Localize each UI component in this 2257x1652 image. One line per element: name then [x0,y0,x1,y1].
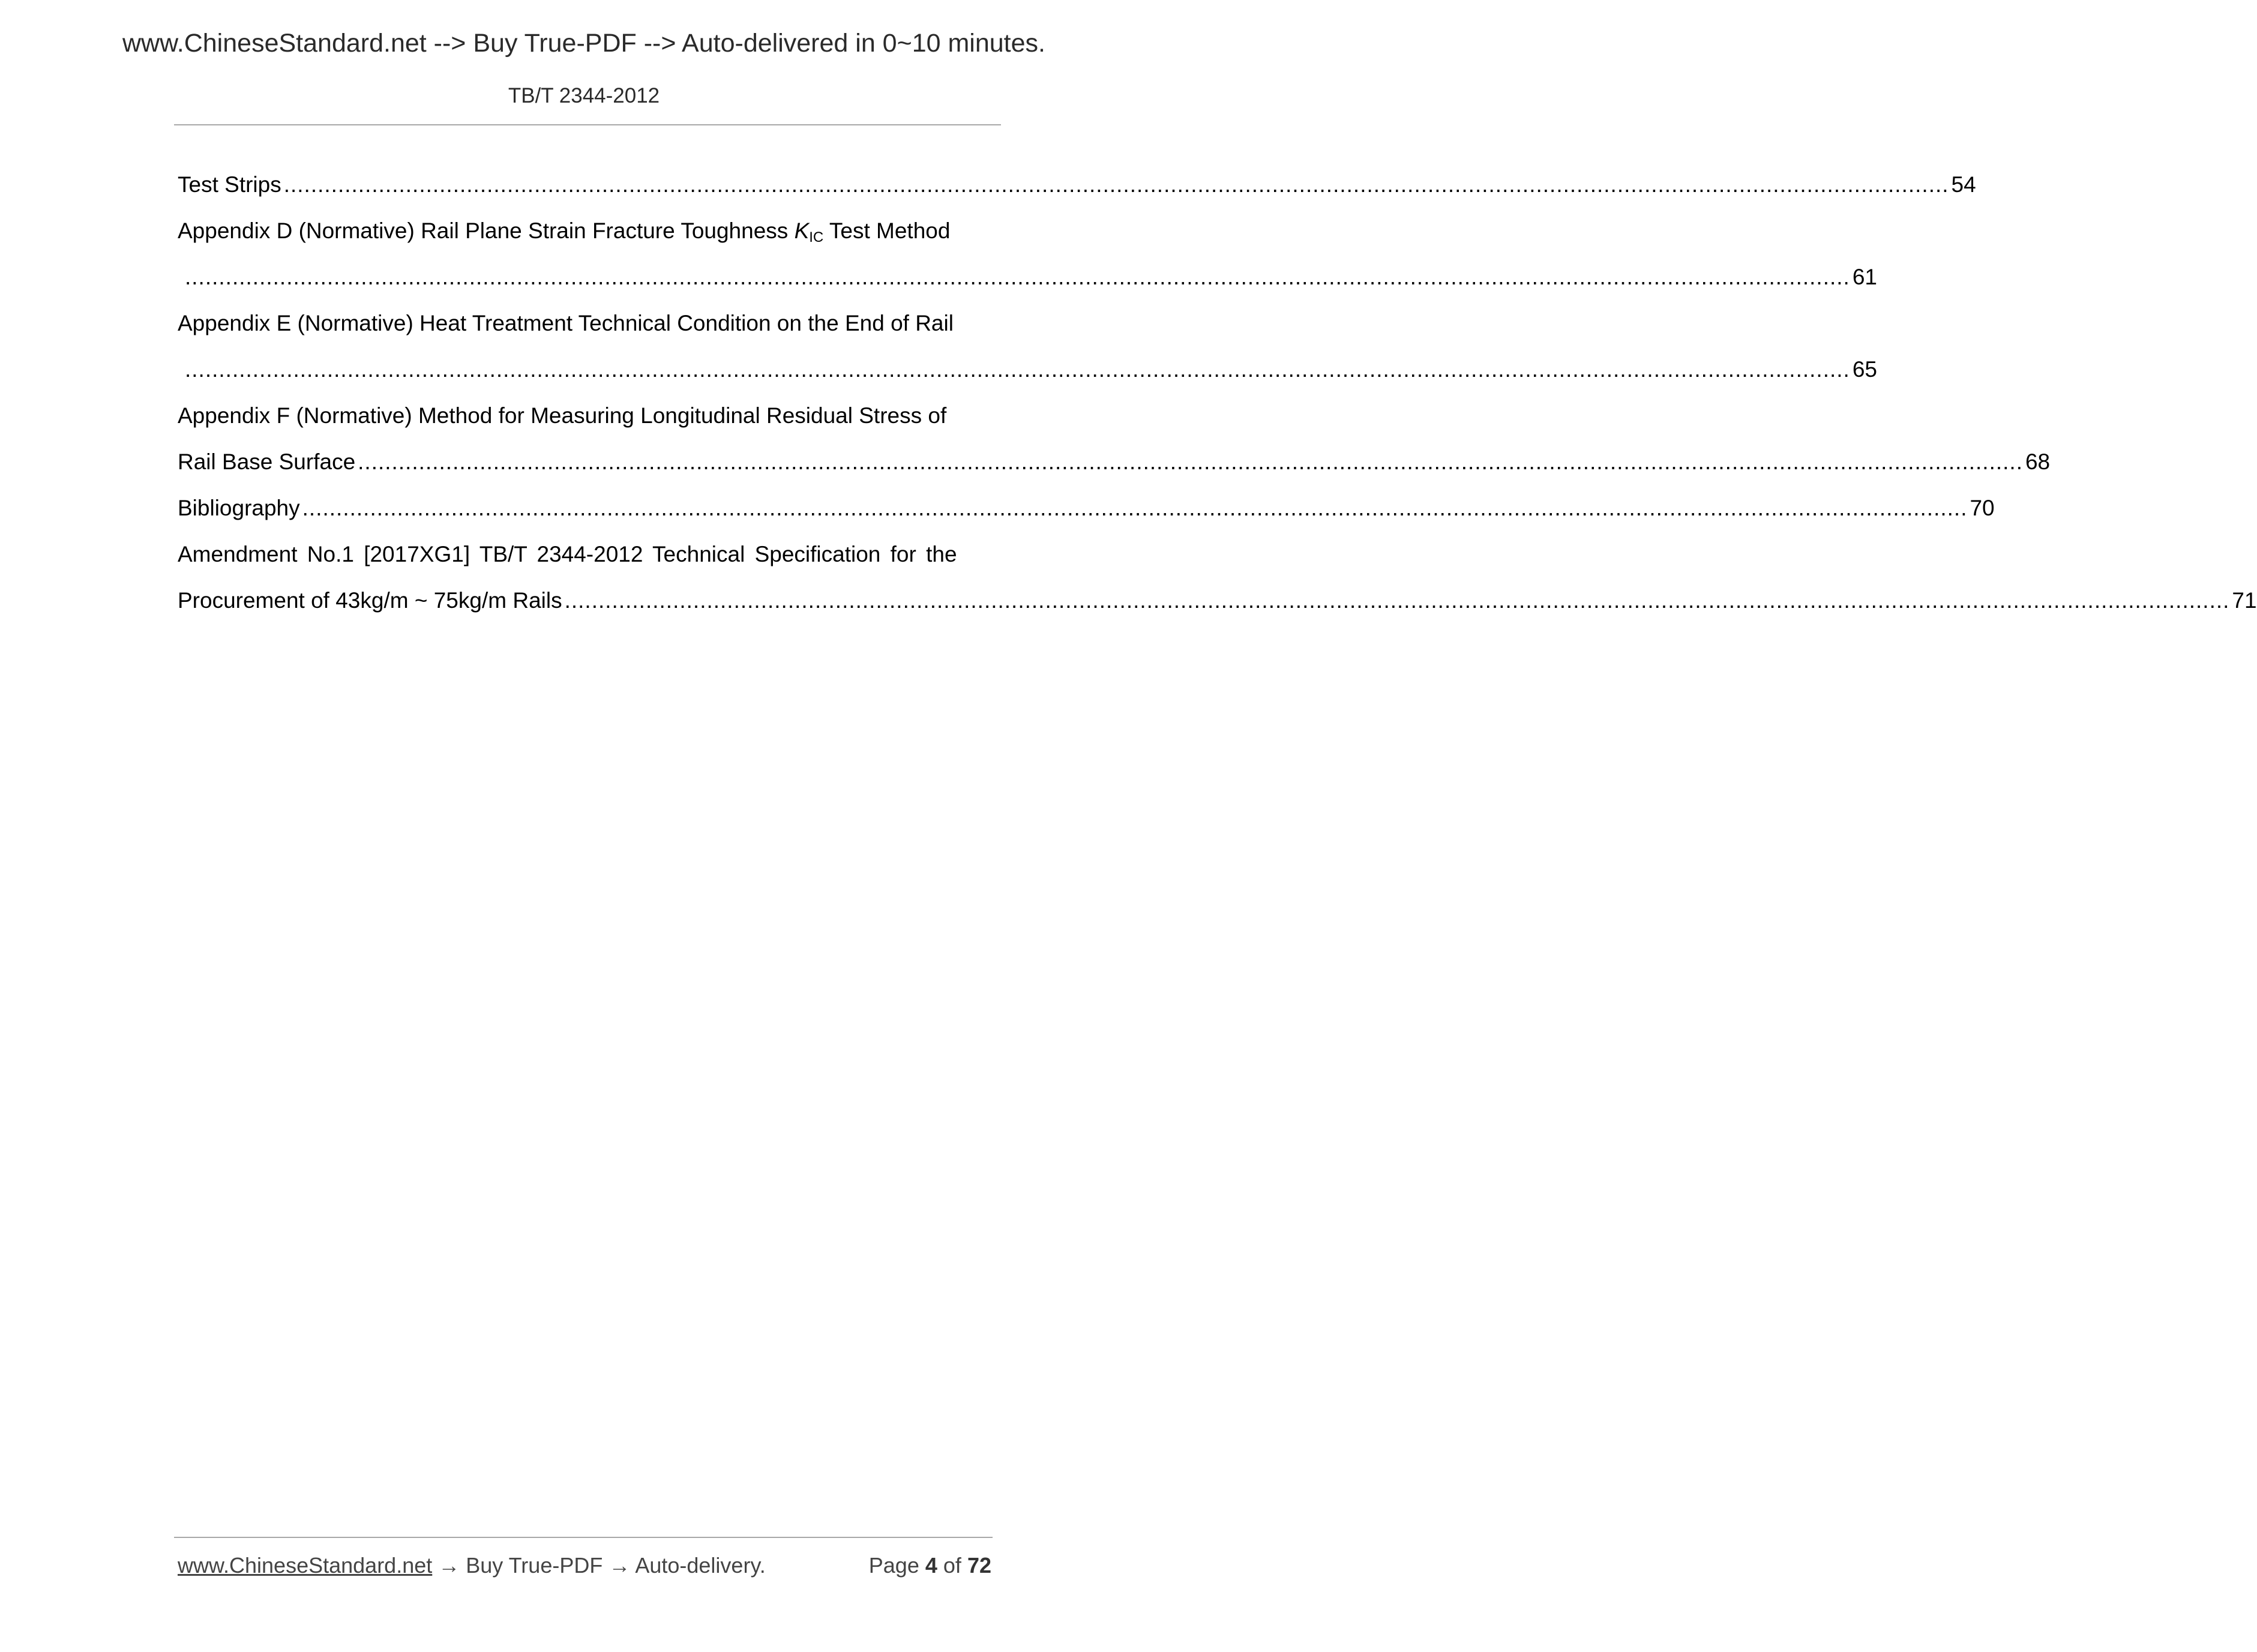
page-current: 4 [925,1553,937,1578]
toc-entry-appendix-d-leader[interactable] [178,254,1877,300]
toc-entry-appendix-f[interactable] [178,392,997,439]
page-footer [178,1553,991,1578]
k-subscript: IC [809,229,824,245]
toc-entry-appendix-e-leader[interactable] [178,346,1877,392]
toc-entry-bibliography[interactable] [178,485,1995,531]
footer-divider [174,1537,993,1538]
toc-entry-amendment[interactable] [178,531,997,577]
toc-entry-title: Appendix E (Normative) Heat Treatment Technical Condition on the End of Rail [178,311,954,335]
toc-leader-dots: ...................................................................................................................................................................................................................................................... [185,357,1850,382]
toc-page-number: 71 [2232,588,2257,613]
toc-entry-title [178,208,950,260]
page-label: Page [868,1553,919,1578]
toc-entry-title: Test Strips [178,172,281,197]
page-indicator [869,1553,991,1578]
toc-entry-title: Bibliography [178,496,300,520]
page-of: of [943,1553,961,1578]
page-total: 72 [967,1553,991,1578]
toc-entry-title-cont: Procurement of 43kg/m ~ 75kg/m Rails [178,588,562,613]
toc-page-number: 54 [1951,172,1976,197]
top-banner: www.ChineseStandard.net --> Buy True-PDF --> Auto-delivered in 0~10 minutes. [122,29,1045,58]
toc-entry-title: Amendment No.1 [2017XG1] TB/T 2344-2012 Technical Specification for the [178,542,957,566]
footer-site-link[interactable]: www.ChineseStandard.net [178,1553,433,1578]
toc-leader-dots: ...................................................................................................................................................................................................................................................... [185,265,1850,289]
toc-entry-appendix-e[interactable] [178,300,997,346]
footer-promo [178,1553,766,1578]
toc-leader-dots: ...................................................................................................................................................................................................................................................... [564,588,2230,613]
toc-title-suffix: Test Method [829,218,951,243]
toc-leader-dots: ...................................................................................................................................................................................................................................................... [302,496,1968,520]
toc-page-number: 68 [2025,449,2051,474]
table-of-contents [178,161,2257,623]
toc-leader-dots: ...................................................................................................................................................................................................................................................... [283,172,1949,197]
toc-page-number: 61 [1852,265,1877,289]
header-divider [174,124,1001,125]
toc-page-number: 70 [1970,496,1995,520]
k-symbol: K [794,218,810,243]
toc-entry-appendix-f-line2[interactable] [178,439,2051,485]
toc-entry-amendment-line2[interactable] [178,577,2257,623]
toc-title-prefix: Appendix D (Normative) Rail Plane Strain Fracture Toughness [178,218,789,243]
document-code: TB/T 2344-2012 [508,84,660,107]
toc-page-number: 65 [1852,357,1877,382]
toc-entry-title: Appendix F (Normative) Method for Measuring Longitudinal Residual Stress of [178,403,947,428]
toc-entry-appendix-d[interactable] [178,208,997,254]
footer-promo-text: → Buy True-PDF → Auto-delivery. [438,1553,766,1578]
toc-entry-test-strips[interactable] [178,161,1976,208]
toc-leader-dots: ...................................................................................................................................................................................................................................................... [358,449,2023,474]
toc-entry-title-cont: Rail Base Surface [178,449,356,474]
